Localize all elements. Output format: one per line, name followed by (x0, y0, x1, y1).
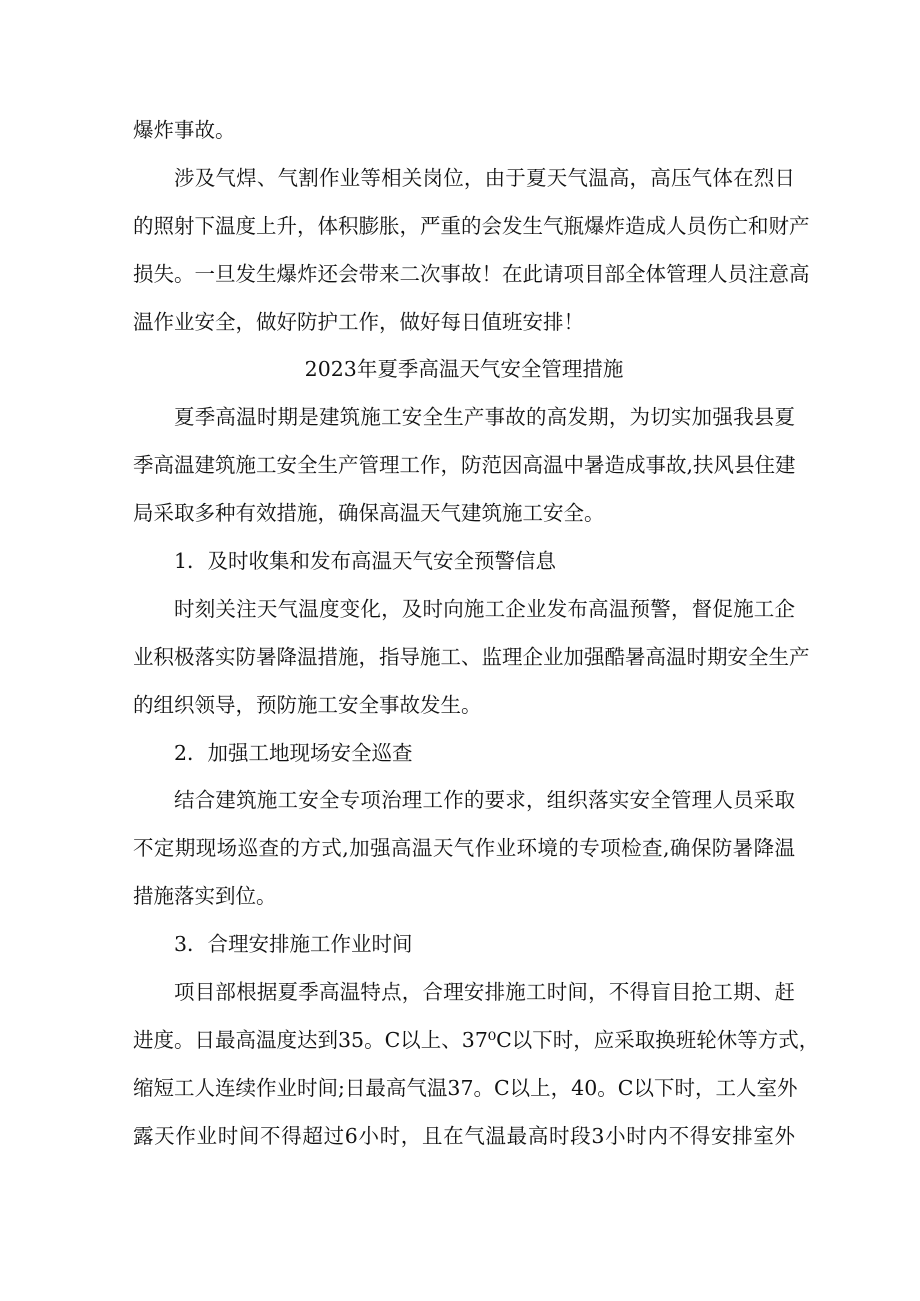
paragraph-line: 时刻关注天气温度变化，及时向施工企业发布高温预警，督促施工企 (174, 596, 795, 621)
paragraph-line: 的照射下温度上升，体积膨胀，严重的会发生气瓶爆炸造成人员伤亡和财产 (133, 213, 810, 238)
paragraph-line: 进度。日最高温度达到35。C以上、37⁰C以下时，应采取换班轮休等方式， (133, 1027, 820, 1052)
paragraph-line: 夏季高温时期是建筑施工安全生产事故的高发期，为切实加强我县夏 (174, 405, 795, 430)
paragraph-line: 业积极落实防暑降温措施，指导施工、监理企业加强酷暑高温时期安全生产 (133, 644, 810, 669)
paragraph-line: 爆炸事故。 (133, 118, 236, 142)
paragraph-line: 措施落实到位。 (133, 884, 277, 909)
paragraph-line: 局采取多种有效措施，确保高温天气建筑施工安全。 (133, 501, 605, 526)
paragraph-line: 季高温建筑施工安全生产管理工作，防范因高温中暑造成事故,扶风县住建 (133, 453, 796, 478)
paragraph-line: 项目部根据夏季高温特点，合理安排施工时间，不得盲目抢工期、赶 (174, 980, 795, 1005)
paragraph-line: 损失。一旦发生爆炸还会带来二次事故！在此请项目部全体管理人员注意高 (133, 261, 810, 286)
numbered-heading: 2．加强工地现场安全巡查 (174, 740, 413, 765)
paragraph-line: 结合建筑施工安全专项治理工作的要求，组织落实安全管理人员采取 (174, 788, 795, 813)
document-page (133, 112, 820, 1166)
paragraph-line: 不定期现场巡查的方式,加强高温天气作业环境的专项检查,确保防暑降温 (133, 836, 795, 861)
paragraph-line: 温作业安全，做好防护工作，做好每日值班安排！ (133, 309, 584, 334)
numbered-heading: 3．合理安排施工作业时间 (174, 932, 413, 957)
numbered-heading: 1．及时收集和发布高温天气安全预警信息 (174, 549, 557, 574)
paragraph-line: 露天作业时间不得超过6小时，且在气温最高时段3小时内不得安排室外 (133, 1123, 795, 1148)
paragraph-line: 的组织领导，预防施工安全事故发生。 (133, 692, 482, 717)
section-title: 2023年夏季高温天气安全管理措施 (304, 357, 624, 382)
paragraph-line: 涉及气焊、气割作业等相关岗位，由于夏天气温高，高压气体在烈日 (174, 165, 795, 190)
paragraph-line: 缩短工人连续作业时间;日最高气温37。C以上，40。C以下时，工人室外 (133, 1075, 798, 1100)
